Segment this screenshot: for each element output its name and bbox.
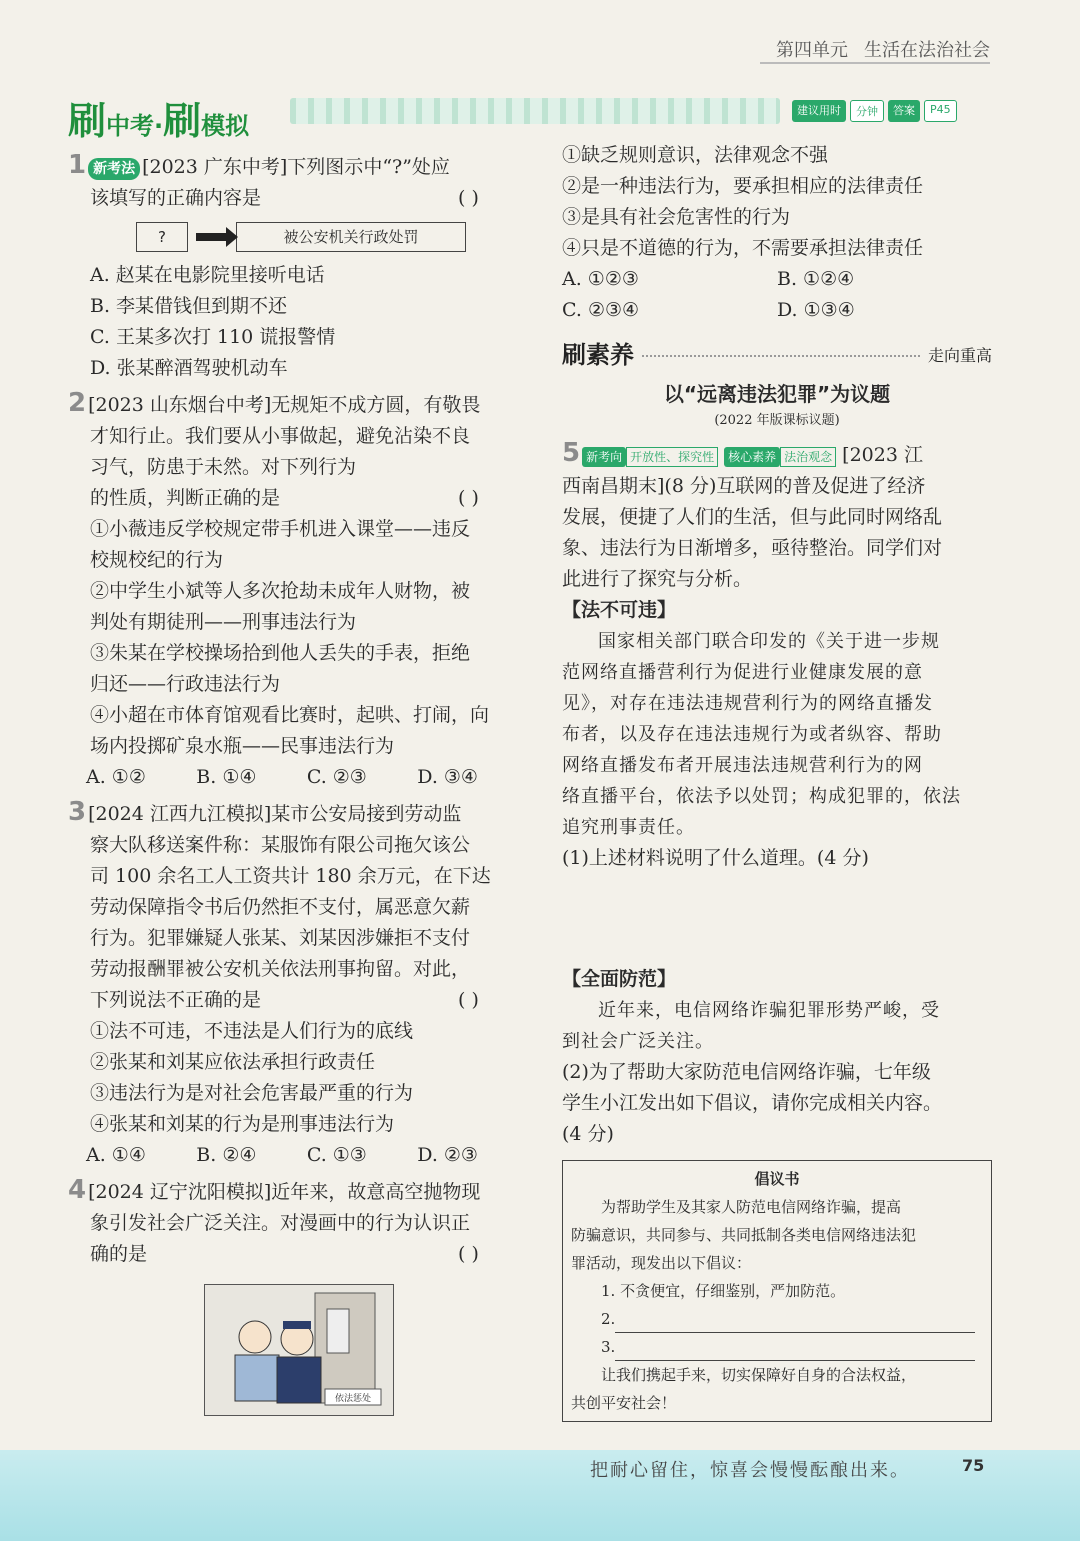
question-5: 5 新考向 开放性、探究性 核心素养 法治观念 [2023 江 西南昌期末](8 分)互联网的普及促进了经济 发展，便捷了人们的生活，但与此同时网络乱 象、违法行为日渐增多，亟待整治。同学们对 此进行了探究与分析。 【法不可违】 国家相关部门联合印发的《关于进一步规 范网络直播营利行为促进行业健康发展的意 见》，对存在违法违规营利行为的网络直播发 布者，以及存在违法违规行为或者纵容、帮助 网络直播发布者开展违法违规营利行为的网 络直播平台，依法予以处罚；构成犯罪的，依法 追究刑事责任。 (1)上述材料说明了什么道理。(4 分) 【全面防范】 近年来，电信网络诈骗犯罪形势严峻，受 到社会广泛关注。 (2)为了帮助大家防范电信网络诈骗，七年级 学生小江发出如下倡议，请你完成相关内容。 (4 分) 倡议书 为帮助学生及其家人防范电信网络诈骗，提高 防骗意识，共同参与、共同抵制各类电信网络违法犯 罪活动，现发出以下倡议： 1. 不贪便宜，仔细鉴别，严加防范。 2. 3. 让我们携起手来，切实保障好自身的合法权益， 共创平安社会！ [562, 438, 992, 1422]
header-divider [760, 62, 990, 64]
question-2: 2 [2023 山东烟台中考]无规矩不成方圆，有敬畏 才知行止。我们要从小事做起，避免沾染不良 习气，防患于未然。对下列行为 的性质，判断正确的是 ( ) ①小薇违反学校规定带手机进入课堂——违反 校规校纪的行为 ②中学生小斌等人多次抢劫未成年人财物，被 判处有期徒刑——刑事违法行为 ③朱某在学校操场拾到他人丢失的手表，拒绝 归还——行政违法行为 ④小超在市体育馆观看比赛时，起哄、打闹，向 场内投掷矿泉水瓶——民事违法行为 A. ①② B. ①④ C. ②③ D. ③④ [68, 388, 490, 788]
topic-subtitle: (2022 年版课标议题) [714, 413, 840, 428]
footer-slogan: 把耐心留住，惊喜会慢慢酝酿出来。 [590, 1460, 910, 1481]
question-4: 4 [2024 辽宁沈阳模拟]近年来，故意高空抛物现 象引发社会广泛关注。对漫画中的行为认识正 确的是 ( ) 依法惩处 [68, 1175, 518, 1416]
question-3: 3 [2024 江西九江模拟]某市公安局接到劳动监 察大队移送案件称：某服饰有限公司拖欠该公 司 100 余名工人工资共计 180 余万元，在下达 劳动保障指令书后仍然拒不支付，属恶意欠薪 行为。犯罪嫌疑人张某、刘某因涉嫌拒不支付 劳动报酬罪被公安机关依法刑事拘留。对此， 下列说法不正确的是 ( ) ①法不可违，不违法是人们行为的底线 ②张某和刘某应依法承担行政责任 ③违法行为是对社会危害最严重的行为 ④张某和刘某的行为是刑事违法行为 A. ①④ B. ②④ C. ①③ D. ②③ [68, 797, 491, 1166]
brand-band [290, 98, 780, 124]
left-column [68, 150, 518, 1416]
footer-band [0, 1450, 1080, 1541]
blank-2[interactable] [615, 1313, 975, 1333]
svg-text:依法惩处: 依法惩处 [334, 1394, 372, 1404]
brand-logo: 刷 中考 · 刷 模拟 [68, 99, 250, 143]
badges: 建议用时 分钟 答案 P45 [792, 100, 957, 122]
arrow-icon [196, 233, 228, 241]
question-1: 1 新考法 [2023 广东中考]下列图示中“?”处应 该填写的正确内容是 ( ) ? 被公安机关行政处罚 A. 赵某在电影院里接听电话 B. 李某借钱但到期不还 C. 王某多次打 110 谎报警情 D. 张某醉酒驾驶机动车 [68, 150, 518, 384]
unit-header: 第四单元 生活在法治社会 [776, 40, 990, 61]
blank-3[interactable] [615, 1341, 975, 1361]
section-title: 刷素养 走向重高 [562, 341, 992, 369]
right-column: ①缺乏规则意识，法律观念不强 ②是一种违法行为，要承担相应的法律责任 ③是具有社会危害性的行为 ④只是不道德的行为，不需要承担法律责任 A. ①②③ B. ①②④ C. ②③④ D. ①③④ 刷素养 走向重高 以“远离违法犯罪”为议题 (2022 年版课标议题) 5 新考向 开放性、探究性 核心素养 法治观念 [2023 江 西南昌期末](8 分)互联网的普及促进了经济 发展，便捷了人们的生活，但与此同时网络乱 象、违法行为日渐增多，亟待整治。同学们对 此进行了探究与分析。 【法不可违】 国家相关部门联合印发的《关于进一步规 范网络直播营利行为促进行业健康发展的意 见》，对存在违法违规营利行为的网络直播发 布者，以及存在违法违规行为或者纵容、帮助 网络直播发布者开展违法违规营利行为的网 络直播平台，依法予以处罚；构成犯罪的，依法 追究刑事责任。 (1)上述材料说明了什么道理。(4 分) 【全面防范】 近年来，电信网络诈骗犯罪形势严峻，受 到社会广泛关注。 (2)为了帮助大家防范电信网络诈骗，七年级 学生小江发出如下倡议，请你完成相关内容。 (4 分) 倡议书 为帮助学生及其家人防范电信网络诈骗，提高 防骗意识，共同参与、共同抵制各类电信网络违法犯 罪活动，现发出以下倡议： 1. 不贪便宜，仔细鉴别，严加防范。 2. 3. 让我们携起手来，切实保障好自身的合法权益， 共创平安社会！ [562, 140, 992, 1422]
cartoon-image [204, 1284, 394, 1416]
topic-title: 以“远离违法犯罪”为议题 [663, 382, 891, 406]
answer-space[interactable] [562, 874, 992, 964]
flow-diagram: ? 被公安机关行政处罚 [136, 220, 518, 254]
cartoon-drawing [205, 1285, 393, 1415]
proposal-letter: 倡议书 为帮助学生及其家人防范电信网络诈骗，提高 防骗意识，共同参与、共同抵制各类电信网络违法犯 罪活动，现发出以下倡议： 1. 不贪便宜，仔细鉴别，严加防范。 2. 3. 让我们携起手来，切实保障好自身的合法权益， 共创平安社会！ [562, 1160, 992, 1422]
page-number: 75 [962, 1456, 985, 1475]
